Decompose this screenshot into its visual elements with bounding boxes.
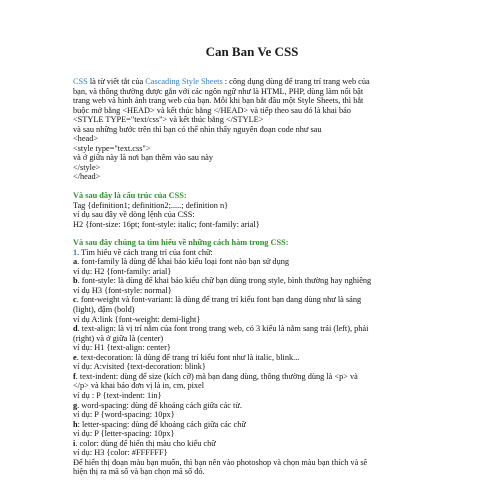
item-text: </p> và khai báo đơn vị là in, cm, pixel <box>73 381 205 391</box>
item-marker: b <box>73 276 78 286</box>
cascading-style-sheets-link[interactable]: Cascading Style Sheets <box>145 77 223 86</box>
item-text: . font-style: là dùng để khai báo kiểu chữ bạn dùng trong style, bình thường hay nghiêng <box>77 276 372 286</box>
explain-line <box>73 286 431 296</box>
explain-line <box>73 381 431 391</box>
explain-line <box>73 334 431 344</box>
spacer <box>73 182 431 191</box>
intro-text: là từ viết tắt của <box>87 77 146 86</box>
item-marker: g <box>73 400 78 410</box>
explain-line <box>73 391 431 401</box>
item-text: . text-align: là vị trí nằm của font trong trang web, có 3 kiểu là nằm sang trái (left), phải <box>77 324 369 334</box>
item-text: ví dụ H3 {font-style: normal} <box>73 285 172 295</box>
item-marker: 1 <box>73 247 78 257</box>
explain-section <box>73 238 431 477</box>
intro-line-6: và sau những bước trên thì bạn có thể nhìn thấy nguyên đoạn code như sau <box>73 124 322 134</box>
structure-line: H2 {font-size: 16pt; font-style: italic; font-family: arial} <box>73 219 260 229</box>
explain-line <box>73 305 431 315</box>
item-text: . text-decoration: là dùng để trang trí kiểu font như là italic, blink... <box>76 352 300 362</box>
item-text: (light), đậm (bold) <box>73 305 135 315</box>
code-line: </style> <box>73 162 101 172</box>
explain-heading: Và sau đây chúng ta tìm hiểu về những cách hàm trong CSS: <box>73 238 289 248</box>
item-marker: i <box>73 438 76 448</box>
spacer <box>73 229 431 238</box>
item-marker: f <box>73 371 76 381</box>
intro-line-3: trang web và hình ảnh trang web của bạn. Mỗi khi bạn bắt đầu một Style Sheets, thì bắt <box>73 96 364 106</box>
explain-line <box>73 420 431 430</box>
structure-heading: Và sau đây là cấu trúc của CSS: <box>73 191 187 201</box>
item-text: (right) và ở giữa là (center) <box>73 333 164 343</box>
explain-line <box>73 372 431 382</box>
item-text: ví dụ A:link {font-weight: demi-light} <box>73 314 201 324</box>
intro-line-4: buộc mở bằng <HEAD> và kết thúc bằng </HEAD> và tiếp theo sau đó là khai báo <box>73 105 351 115</box>
item-text: . font-weight và font-variant: là dùng để trang trí kiểu font bạn đang dùng như là sáng <box>76 295 362 305</box>
explain-line <box>73 267 431 277</box>
structure-line: Tag {definition1; definition2;.....; definition n} <box>73 200 229 210</box>
item-text: ví dụ: H2 {font-family: arial} <box>73 266 172 276</box>
css-term: CSS <box>73 77 88 86</box>
structure-line: ví dụ sau đây về dòng lệnh của CSS: <box>73 210 195 220</box>
item-text: ví dụ : P {text-indent: 1in} <box>73 390 162 400</box>
item-text: Để hiển thị đoạn màu bạn muốn, thì bạn nên vào photoshop và chọn màu bạn thích và sẽ <box>73 457 368 467</box>
explain-lines <box>73 248 431 477</box>
item-marker: e <box>73 352 77 362</box>
intro-text: : công dụng dùng để trang trí trang web của <box>222 77 370 86</box>
explain-line <box>73 248 431 258</box>
item-marker: h <box>73 419 78 429</box>
explain-line <box>73 324 431 334</box>
explain-line <box>73 439 431 449</box>
explain-line <box>73 362 431 372</box>
code-line: </head> <box>73 172 101 182</box>
item-text: hiện thị ra mã số và bạn chọn mã số đó. <box>73 467 205 477</box>
explain-line <box>73 410 431 420</box>
item-text: ví dụ: H3 {color: #FFFFFF} <box>73 448 168 458</box>
item-marker: a <box>73 257 78 267</box>
item-text: . Tìm hiểu về cách trang trí của font chữ: <box>77 247 213 257</box>
explain-line <box>73 276 431 286</box>
intro-line-1 <box>73 77 431 87</box>
explain-line <box>73 257 431 267</box>
item-text: ví dụ: A:visited {text-decoration: blink} <box>73 362 206 372</box>
explain-line <box>73 448 431 458</box>
explain-line <box>73 467 431 477</box>
item-text: . word-spacing: dùng để khoảng cách giữa các từ. <box>77 400 242 410</box>
item-text: : letter-spacing: dùng để khoảng cách giữa các chữ <box>77 419 246 429</box>
page-title: Can Ban Ve CSS <box>205 44 299 59</box>
explain-line <box>73 429 431 439</box>
intro-line-2: bạn, và thông thường được gắn với các ngôn ngữ như là HTML, PHP, dùng làm nổi bật <box>73 86 364 96</box>
structure-section <box>73 191 431 229</box>
code-line: và ở giữa này là nơi bạn thêm vào sau này <box>73 153 213 163</box>
explain-line <box>73 315 431 325</box>
code-line: <style type="text.css"> <box>73 143 151 153</box>
explain-line <box>73 458 431 468</box>
item-text: . text-indent: dùng để size (kích cỡ) mà bạn đang dùng, thông thường dùng là <p> và <box>75 371 358 381</box>
intro-line-5: <STYLE TYPE="text/css"> và kết thúc bằng </STYLE> <box>73 115 264 125</box>
explain-line <box>73 353 431 363</box>
explain-line <box>73 295 431 305</box>
explain-line <box>73 401 431 411</box>
item-text: ví dụ: P {letter-spacing: 10px} <box>73 429 175 439</box>
intro-section <box>73 77 431 182</box>
code-line: <head> <box>73 134 99 144</box>
item-text: ví dụ: H1 {text-align: center} <box>73 343 171 353</box>
item-marker: d <box>73 324 78 334</box>
item-marker: c <box>73 295 77 305</box>
explain-line <box>73 343 431 353</box>
item-text: . color: dùng để hiển thị màu cho kiểu chữ <box>75 438 216 448</box>
item-text: ví dụ: P {word-spacing: 10px} <box>73 410 175 420</box>
item-text: . font-family là dùng để khai báo kiểu loại font nào bạn sử dụng <box>77 257 290 267</box>
